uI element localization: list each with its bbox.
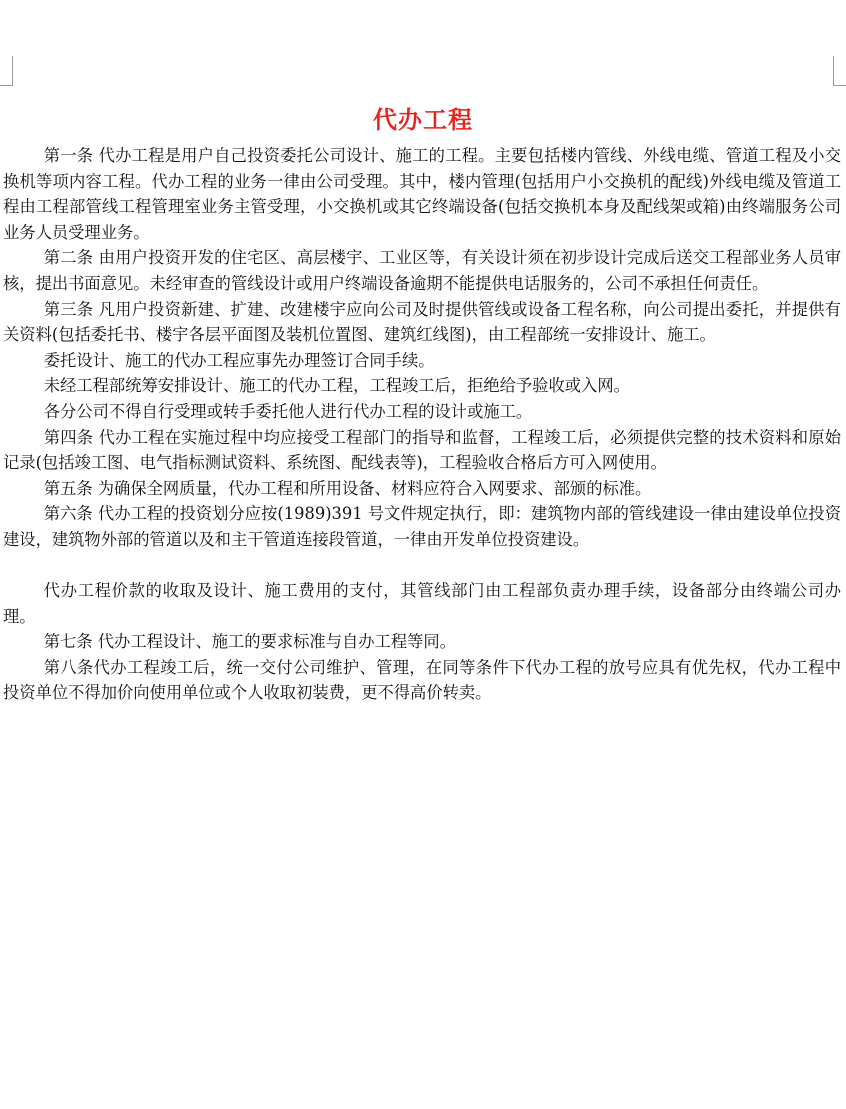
paragraph-article-8: 第八条代办工程竣工后，统一交付公司维护、管理，在同等条件下代办工程的放号应具有优先权，代办工程中投资单位不得加价向使用单位或个人收取初装费，更不得高价转卖。 — [3, 657, 841, 703]
paragraph-branch-restriction: 各分公司不得自行受理或转手委托他人进行代办工程的设计或施工。 — [43, 401, 533, 421]
paragraph-article-2: 第二条 由用户投资开发的住宅区、高层楼宇、工业区等，有关设计须在初步设计完成后送交工程部业务人员审核，提出书面意见。未经审查的管线设计或用户终端设备逾期不能提供电话服务的，公司不承担任何责任。 — [3, 248, 841, 293]
paragraph-article-6: 第六条 代办工程的投资划分应按(1989)391 号文件规定执行，即：建筑物内部的管线建设一律由建设单位投资建设，建筑物外部的管道以及和主干管道连接段管道，一律由开发单位投资建设。 — [3, 504, 841, 549]
paragraph-article-7: 第七条 代办工程设计、施工的要求标准与自办工程等同。 — [43, 632, 456, 652]
paragraph-contract-procedure: 委托设计、施工的代办工程应事先办理签订合同手续。 — [43, 350, 435, 370]
page-corner-mark-left — [0, 56, 13, 86]
document-body — [3, 143, 841, 706]
paragraph-article-3: 第三条 凡用户投资新建、扩建、改建楼宇应向公司及时提供管线或设备工程名称，向公司提出委托，并提供有关资料(包括委托书、楼宇各层平面图及装机位置图、建筑红线图)，由工程部统一安排设计、施工。 — [3, 299, 841, 345]
page-corner-mark-right — [833, 56, 846, 86]
paragraph-acceptance-refusal: 未经工程部统筹安排设计、施工的代办工程，工程竣工后，拒绝给予验收或入网。 — [43, 376, 630, 396]
paragraph-article-1: 第一条 代办工程是用户自己投资委托公司设计、施工的工程。主要包括楼内管线、外线电缆、管道工程及小交换机等项内容工程。代办工程的业务一律由公司受理。其中，楼内管理(包括用户小交换机的配线)外线电缆及管道工程由工程部管线工程管理室业务主管受理，小交换机或其它终端设备(包括交换机本身及配线架或箱)由终端服务公司业务人员受理业务。 — [3, 146, 841, 242]
paragraph-article-5: 第五条 为确保全网质量，代办工程和所用设备、材料应符合入网要求、部颁的标准。 — [43, 478, 652, 498]
paragraph-article-4: 第四条 代办工程在实施过程中均应接受工程部门的指导和监督，工程竣工后，必须提供完整的技术资料和原始记录(包括竣工图、电气指标测试资料、系统图、配线表等)，工程验收合格后方可入网使用。 — [3, 427, 841, 473]
document-title: 代办工程 — [373, 106, 473, 135]
paragraph-payment: 代办工程价款的收取及设计、施工费用的支付，其管线部门由工程部负责办理手续，设备部分由终端公司办理。 — [3, 581, 841, 626]
blank-line — [3, 553, 841, 579]
